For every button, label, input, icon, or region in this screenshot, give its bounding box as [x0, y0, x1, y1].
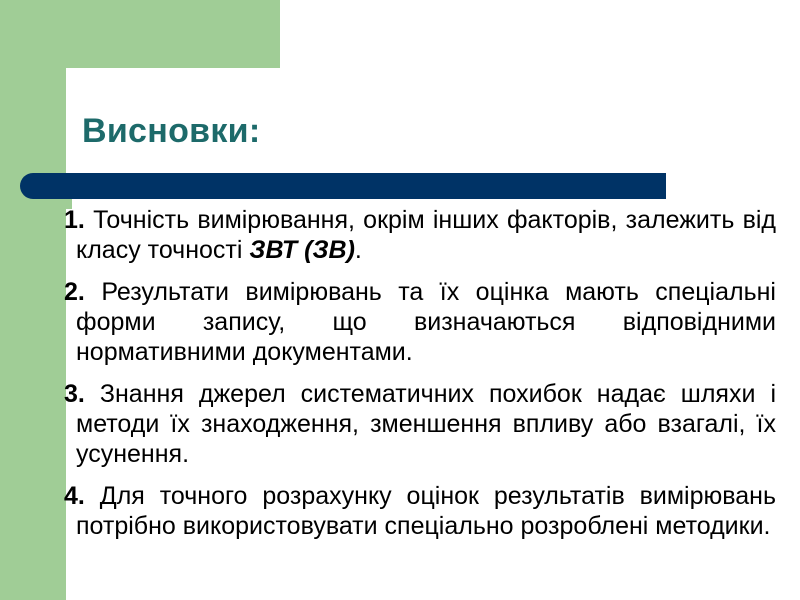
list-item — [64, 379, 776, 469]
item-text: Знання джерел систематичних похибок надає шляхи і методи їх знаходження, зменшення впливу або взагалі, їх усунення. — [76, 380, 776, 468]
left-decor-strip — [0, 0, 66, 600]
item-emphasis: ЗВТ (ЗВ) — [249, 236, 355, 264]
list-item — [64, 277, 776, 367]
item-number: 1. — [64, 206, 85, 234]
item-text: Для точного розрахунку оцінок результатів вимірювань потрібно використовувати спеціально розроблені методики. — [76, 482, 777, 540]
title-underline-bar — [40, 173, 666, 199]
item-text: Результати вимірювань та їх оцінка мають спеціальні форми запису, що визначаються відповідними нормативними документами. — [76, 278, 776, 366]
conclusions-list — [64, 205, 776, 553]
item-text: Точність вимірювання, окрім інших факторів, залежить від класу точності — [76, 206, 776, 264]
item-number: 3. — [64, 380, 85, 408]
slide-title: Висновки: — [82, 112, 261, 150]
list-item — [64, 205, 776, 265]
top-decor-block — [0, 0, 280, 68]
item-suffix: . — [354, 236, 362, 264]
item-number: 2. — [64, 278, 85, 306]
item-number: 4. — [64, 482, 85, 510]
list-item — [64, 481, 776, 541]
